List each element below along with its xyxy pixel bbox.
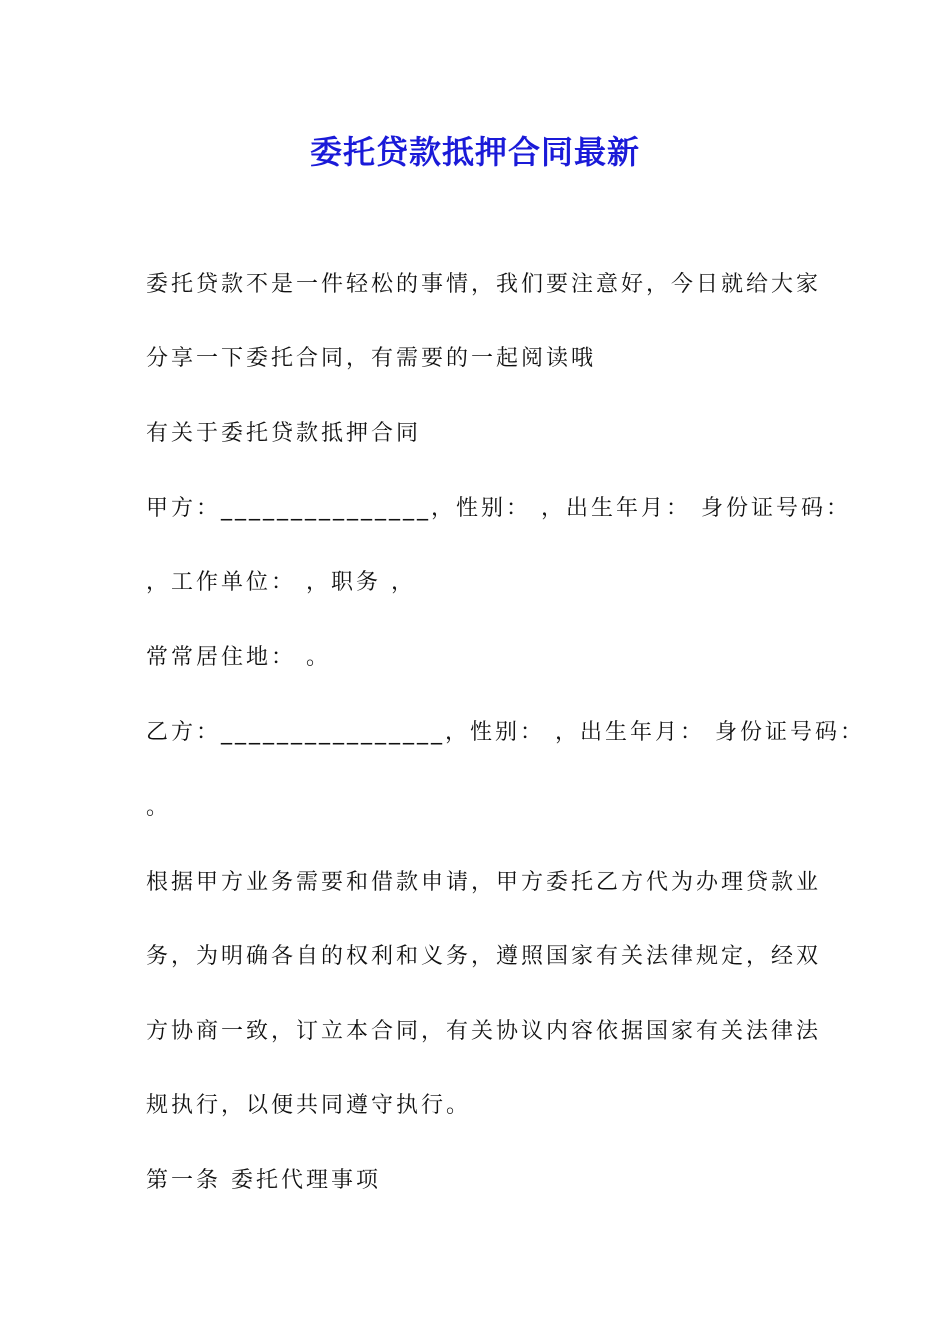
party-a-line: 甲方：_______________，性别： ，出生年月： 身份证号码：: [146, 496, 851, 521]
party-b-line: 乙方：________________，性别： ，出生年月： 身份证号码：: [146, 720, 865, 745]
article-one-heading: 第一条 委托代理事项: [146, 1168, 381, 1193]
party-a-work-line: ，工作单位： ，职务 ，: [146, 570, 416, 595]
intro-line-2: 分享一下委托合同，有需要的一起阅读哦: [146, 346, 597, 371]
body-line-3: 方协商一致，订立本合同，有关协议内容依据国家有关法律法: [146, 1019, 822, 1044]
party-b-continuation-line: 。: [146, 795, 172, 820]
document-title: 委托贷款抵押合同最新: [309, 133, 640, 171]
contract-heading: 有关于委托贷款抵押合同: [146, 421, 422, 446]
intro-line-1: 委托贷款不是一件轻松的事情，我们要注意好，今日就给大家: [146, 272, 822, 297]
body-line-4: 规执行，以便共同遵守执行。: [146, 1093, 472, 1118]
body-line-2: 务，为明确各自的权利和义务，遵照国家有关法律规定，经双: [146, 944, 822, 969]
body-line-1: 根据甲方业务需要和借款申请，甲方委托乙方代为办理贷款业: [146, 870, 822, 895]
party-a-residence-line: 常常居住地： 。: [146, 645, 331, 670]
